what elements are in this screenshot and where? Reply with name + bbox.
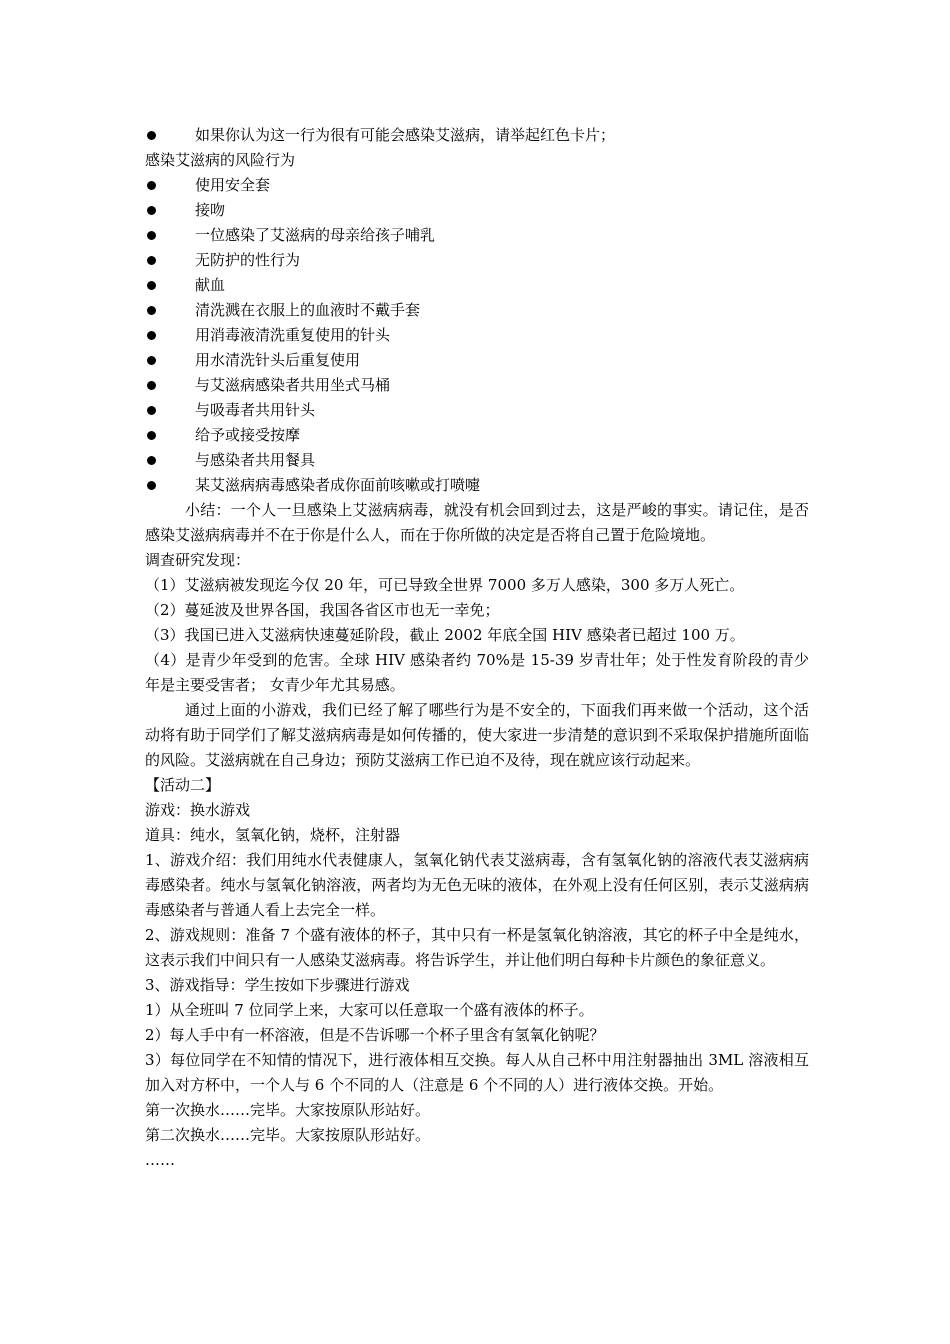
bullet-intro: 如果你认为这一行为很有可能会感染艾滋病，请举起红色卡片； [145, 123, 809, 148]
step-item: 1）从全班叫 7 位同学上来，大家可以任意取一个盛有液体的杯子。 [145, 1001, 594, 1019]
list-item: 用水清洗针头后重复使用 [145, 348, 809, 373]
finding-item: （3）我国已进入艾滋病快速蔓延阶段，截止 2002 年底全国 HIV 感染者已超过 100 万。 [145, 626, 745, 644]
risk-heading: 感染艾滋病的风险行为 [145, 151, 296, 169]
list-item: 清洗溅在衣服上的血液时不戴手套 [145, 298, 809, 323]
list-item: 用消毒液清洗重复使用的针头 [145, 323, 809, 348]
list-item: 与吸毒者共用针头 [145, 398, 809, 423]
summary-paragraph: 小结：一个人一旦感染上艾滋病病毒，就没有机会回到过去，这是严峻的事实。请记住，是否感染艾滋病病毒并不在于你是什么人，而在于你所做的决定是否将自己置于危险境地。 [145, 501, 809, 544]
list-item: 接吻 [145, 198, 809, 223]
game-intro-paragraph: 1、游戏介绍：我们用纯水代表健康人，氢氧化钠代表艾滋病毒，含有氢氧化钠的溶液代表艾滋病病毒感染者。纯水与氢氧化钠溶液，两者均为无色无味的液体，在外观上没有任何区别，表示艾滋病病毒感染者与普通人看上去完全一样。 [145, 851, 809, 919]
list-item: 某艾滋病病毒感染者成你面前咳嗽或打喷嚏 [145, 473, 809, 498]
game-name: 游戏：换水游戏 [145, 801, 251, 819]
props-line: 道具：纯水，氢氧化钠，烧杯，注射器 [145, 826, 401, 844]
activity-title: 【活动二】 [145, 776, 221, 794]
guide-heading: 3、游戏指导：学生按如下步骤进行游戏 [145, 976, 410, 994]
finding-item: （2）蔓延波及世界各国，我国各省区市也无一幸免； [145, 601, 500, 619]
list-item: 与感染者共用餐具 [145, 448, 809, 473]
list-item: 献血 [145, 273, 809, 298]
list-item: 给予或接受按摩 [145, 423, 809, 448]
list-item: 使用安全套 [145, 173, 809, 198]
list-item: 无防护的性行为 [145, 248, 809, 273]
finding-item: （4）是青少年受到的危害。全球 HIV 感染者约 70%是 15-39 岁青壮年；处于性发育阶段的青少年是主要受害者； 女青少年尤其易感。 [145, 651, 809, 694]
transition-paragraph: 通过上面的小游戏，我们已经了解了哪些行为是不安全的，下面我们再来做一个活动，这个活动将有助于同学们了解艾滋病病毒是如何传播的，使大家进一步清楚的意识到不采取保护措施所面临的风险。艾滋病就在自己身边；预防艾滋病工作已迫不及待，现在就应该行动起来。 [145, 701, 809, 769]
game-rules-paragraph: 2、游戏规则：准备 7 个盛有液体的杯子，其中只有一杯是氢氧化钠溶液，其它的杯子中全是纯水，这表示我们中间只有一人感染艾滋病毒。将告诉学生，并让他们明白每种卡片颜色的象征意义。 [145, 926, 809, 969]
research-heading: 调查研究发现： [145, 551, 251, 569]
list-item: 一位感染了艾滋病的母亲给孩子哺乳 [145, 223, 809, 248]
round-line: 第一次换水……完毕。大家按原队形站好。 [145, 1101, 431, 1119]
risk-list [145, 173, 809, 498]
document-page [145, 123, 809, 1173]
ellipsis: …… [145, 1151, 175, 1169]
step-item: 2）每人手中有一杯溶液，但是不告诉哪一个杯子里含有氢氧化钠呢？ [145, 1026, 605, 1044]
finding-item: （1）艾滋病被发现迄今仅 20 年，可已导致全世界 7000 多万人感染，300 多万人死亡。 [145, 576, 745, 594]
round-line: 第二次换水……完毕。大家按原队形站好。 [145, 1126, 431, 1144]
step-item: 3）每位同学在不知情的情况下，进行液体相互交换。每人从自己杯中用注射器抽出 3ML 溶液相互加入对方杯中，一个人与 6 个不同的人（注意是 6 个不同的人）进行液体交换。开始。 [145, 1051, 809, 1094]
list-item: 与艾滋病感染者共用坐式马桶 [145, 373, 809, 398]
